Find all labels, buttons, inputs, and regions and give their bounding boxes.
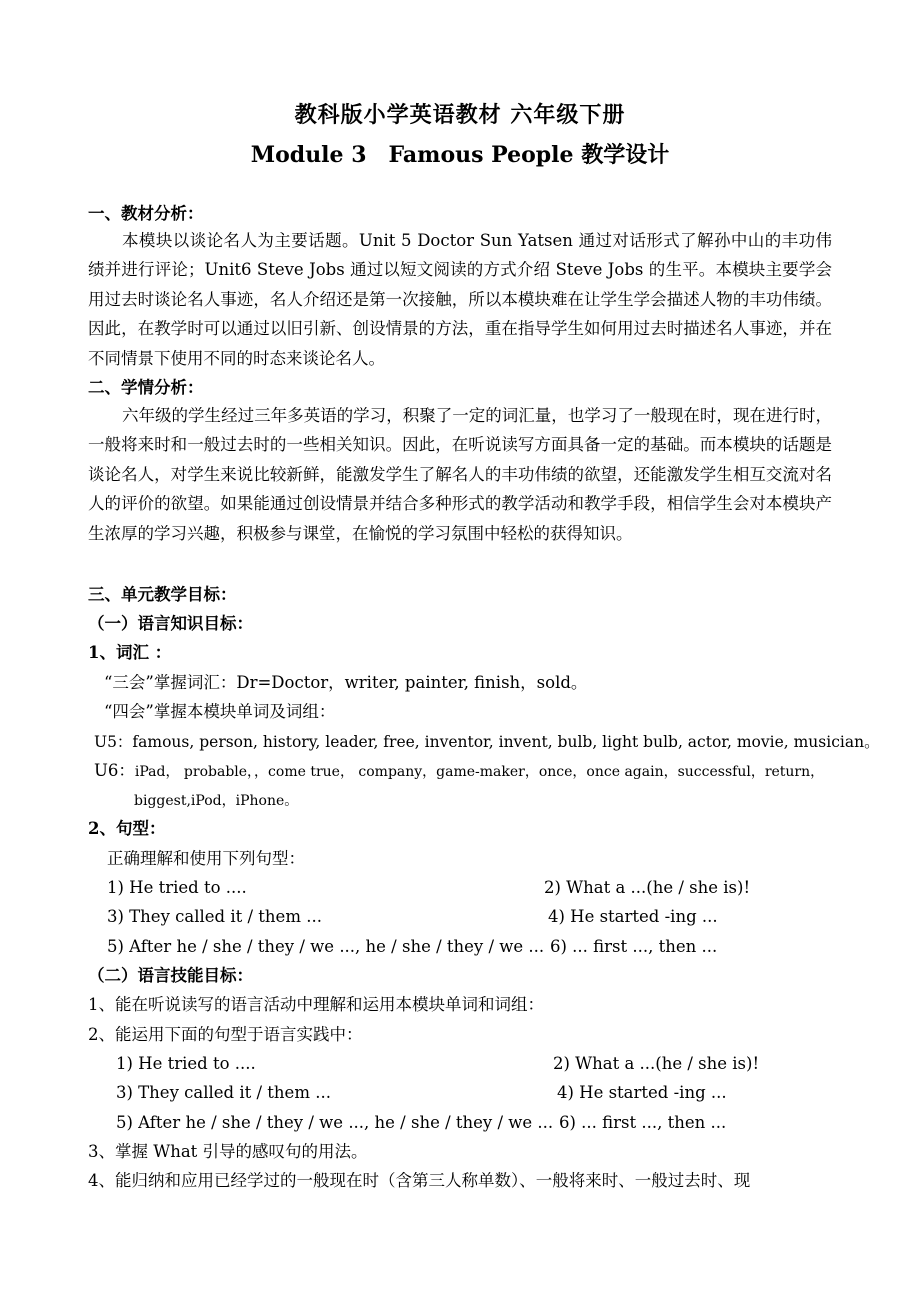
pattern-a3: 3) They called it / them ...: [107, 907, 322, 926]
skill-item-3: 3、掌握 What 引导的感叹句的用法。: [88, 1142, 368, 1161]
pattern-a2: 2) What a ...(he / she is)!: [544, 878, 751, 897]
subsection2-heading: （二）语言技能目标：: [88, 966, 253, 985]
pattern-a5: 5) After he / she / they / we ..., he / she / they / we ...: [107, 937, 545, 956]
skill-item-1: 1、能在听说读写的语言活动中理解和运用本模块单词和词组：: [88, 995, 544, 1014]
vocab-unit6: [94, 760, 824, 783]
skill-item-2: 2、能运用下面的句型于语言实践中：: [88, 1025, 363, 1044]
vocab-unit6-words-cont: biggest,iPod，iPhone。: [134, 793, 299, 809]
pattern-b4: 4) He started -ing ...: [557, 1083, 727, 1102]
vocab-line-three: “三会”掌握词汇：Dr=Doctor，writer, painter, finish，sold。: [104, 673, 588, 692]
module-label: Module 3: [250, 142, 367, 168]
pattern-b3: 3) They called it / them ...: [116, 1083, 331, 1102]
vocab-unit6-label: U6：: [94, 761, 135, 780]
vocab-line-four: “四会”掌握本模块单词及词组：: [104, 702, 336, 721]
section1-paragraph: 本模块以谈论名人为主要话题。Unit 5 Doctor Sun Yatsen 通过对话形式了解孙中山的丰功伟绩并进行评论；Unit6 Steve Jobs 通过以短文阅读的方式介绍 Steve Jobs 的生平。本模块主要学会用过去时谈论名人事迹，名人介绍还是第一次接触，所以本模块难在让学生学会描述人物的丰功伟绩。因此，在教学时可以通过以旧引新、创设情景的方法，重在指导学生如何用过去时描述名人事迹，并在不同情景下使用不同的时态来谈论名人。: [88, 231, 832, 368]
skill-item-4: 4、能归纳和应用已经学过的一般现在时（含第三人称单数）、一般将来时、一般过去时、现: [88, 1171, 751, 1190]
sentence-heading: 2、句型：: [88, 819, 166, 838]
pattern-a1: 1) He tried to ....: [107, 878, 247, 897]
vocab-unit5: U5：famous, person, history, leader, free, inventor, invent, bulb, light bulb, actor, movie, musician。: [94, 733, 880, 751]
sentence-intro: 正确理解和使用下列句型：: [107, 849, 305, 868]
section1-heading: 一、教材分析：: [88, 204, 204, 223]
section2-paragraph: 六年级的学生经过三年多英语的学习，积聚了一定的词汇量，也学习了一般现在时，现在进行时，一般将来时和一般过去时的一些相关知识。因此，在听说读写方面具备一定的基础。而本模块的话题是谈论名人，对学生来说比较新鲜，能激发学生了解名人的丰功伟绩的欲望，还能激发学生相互交流对名人的评价的欲望。如果能通过创设情景并结合多种形式的教学活动和教学手段，相信学生会对本模块产生浓厚的学习兴趣，积极参与课堂，在愉悦的学习氛围中轻松的获得知识。: [88, 406, 832, 543]
document-subtitle: [0, 138, 920, 169]
subsection1-heading: （一）语言知识目标：: [88, 614, 253, 633]
pattern-b5: 5) After he / she / they / we ..., he / she / they / we ...: [116, 1113, 554, 1132]
pattern-a6: 6) ... first ..., then ...: [550, 937, 718, 956]
pattern-b6: 6) ... first ..., then ...: [559, 1113, 727, 1132]
pattern-b1: 1) He tried to ....: [116, 1054, 256, 1073]
section3-heading: 三、单元教学目标：: [88, 585, 237, 604]
module-topic: Famous People 教学设计: [388, 142, 670, 168]
document-title: 教科版小学英语教材 六年级下册: [294, 102, 626, 128]
vocab-unit6-words: iPad， probable，，come true， company，game-maker，once，once again，successful，return，: [134, 764, 825, 780]
pattern-a4: 4) He started -ing ...: [548, 907, 718, 926]
pattern-b2: 2) What a ...(he / she is)!: [553, 1054, 760, 1073]
vocab-heading: 1、词汇 ：: [88, 643, 172, 662]
section2-heading: 二、学情分析：: [88, 378, 204, 397]
